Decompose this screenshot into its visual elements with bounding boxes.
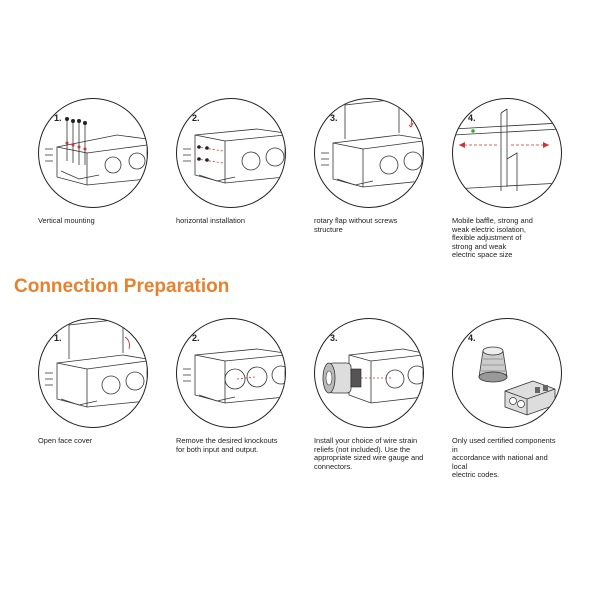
step-caption: horizontal installation	[176, 216, 246, 225]
install-step-1	[38, 98, 148, 226]
step-caption: Install your choice of wire strain reliefs (not included). Use the appropriate sized wire gauge and connectors.	[314, 436, 424, 471]
wire-connectors-illustration	[452, 318, 562, 428]
step-number: 4.	[468, 333, 476, 343]
step-caption: Vertical mounting	[38, 216, 95, 225]
install-step-4	[452, 98, 562, 260]
connection-step-3	[314, 318, 424, 471]
connection-step-2	[176, 318, 286, 454]
step-number: 1.	[54, 333, 62, 343]
vertical-mounting-illustration	[38, 98, 148, 208]
knockouts-illustration	[176, 318, 286, 428]
mobile-baffle-illustration	[452, 98, 562, 208]
connection-step-4	[452, 318, 562, 480]
step-caption: rotary flap without screws structure	[314, 216, 398, 234]
install-step-2	[176, 98, 286, 226]
step-caption: Mobile baffle, strong and weak electric isolation, flexible adjustment of strong and weak electric space size	[452, 216, 533, 260]
step-number: 1.	[54, 113, 62, 123]
horizontal-installation-illustration	[176, 98, 286, 208]
open-face-cover-illustration	[38, 318, 148, 428]
step-number: 2.	[192, 333, 200, 343]
section-title: Connection Preparation	[14, 276, 230, 297]
step-caption: Only used certified components in accordance with national and local electric codes.	[452, 436, 556, 480]
install-step-3	[314, 98, 424, 234]
step-caption: Remove the desired knockouts for both input and output.	[176, 436, 278, 454]
rotary-flap-illustration	[314, 98, 424, 208]
connection-step-1	[38, 318, 148, 446]
step-number: 4.	[468, 113, 476, 123]
step-number: 3.	[330, 113, 338, 123]
step-number: 3.	[330, 333, 338, 343]
step-number: 2.	[192, 113, 200, 123]
step-caption: Open face cover	[38, 436, 93, 445]
strain-relief-illustration	[314, 318, 424, 428]
